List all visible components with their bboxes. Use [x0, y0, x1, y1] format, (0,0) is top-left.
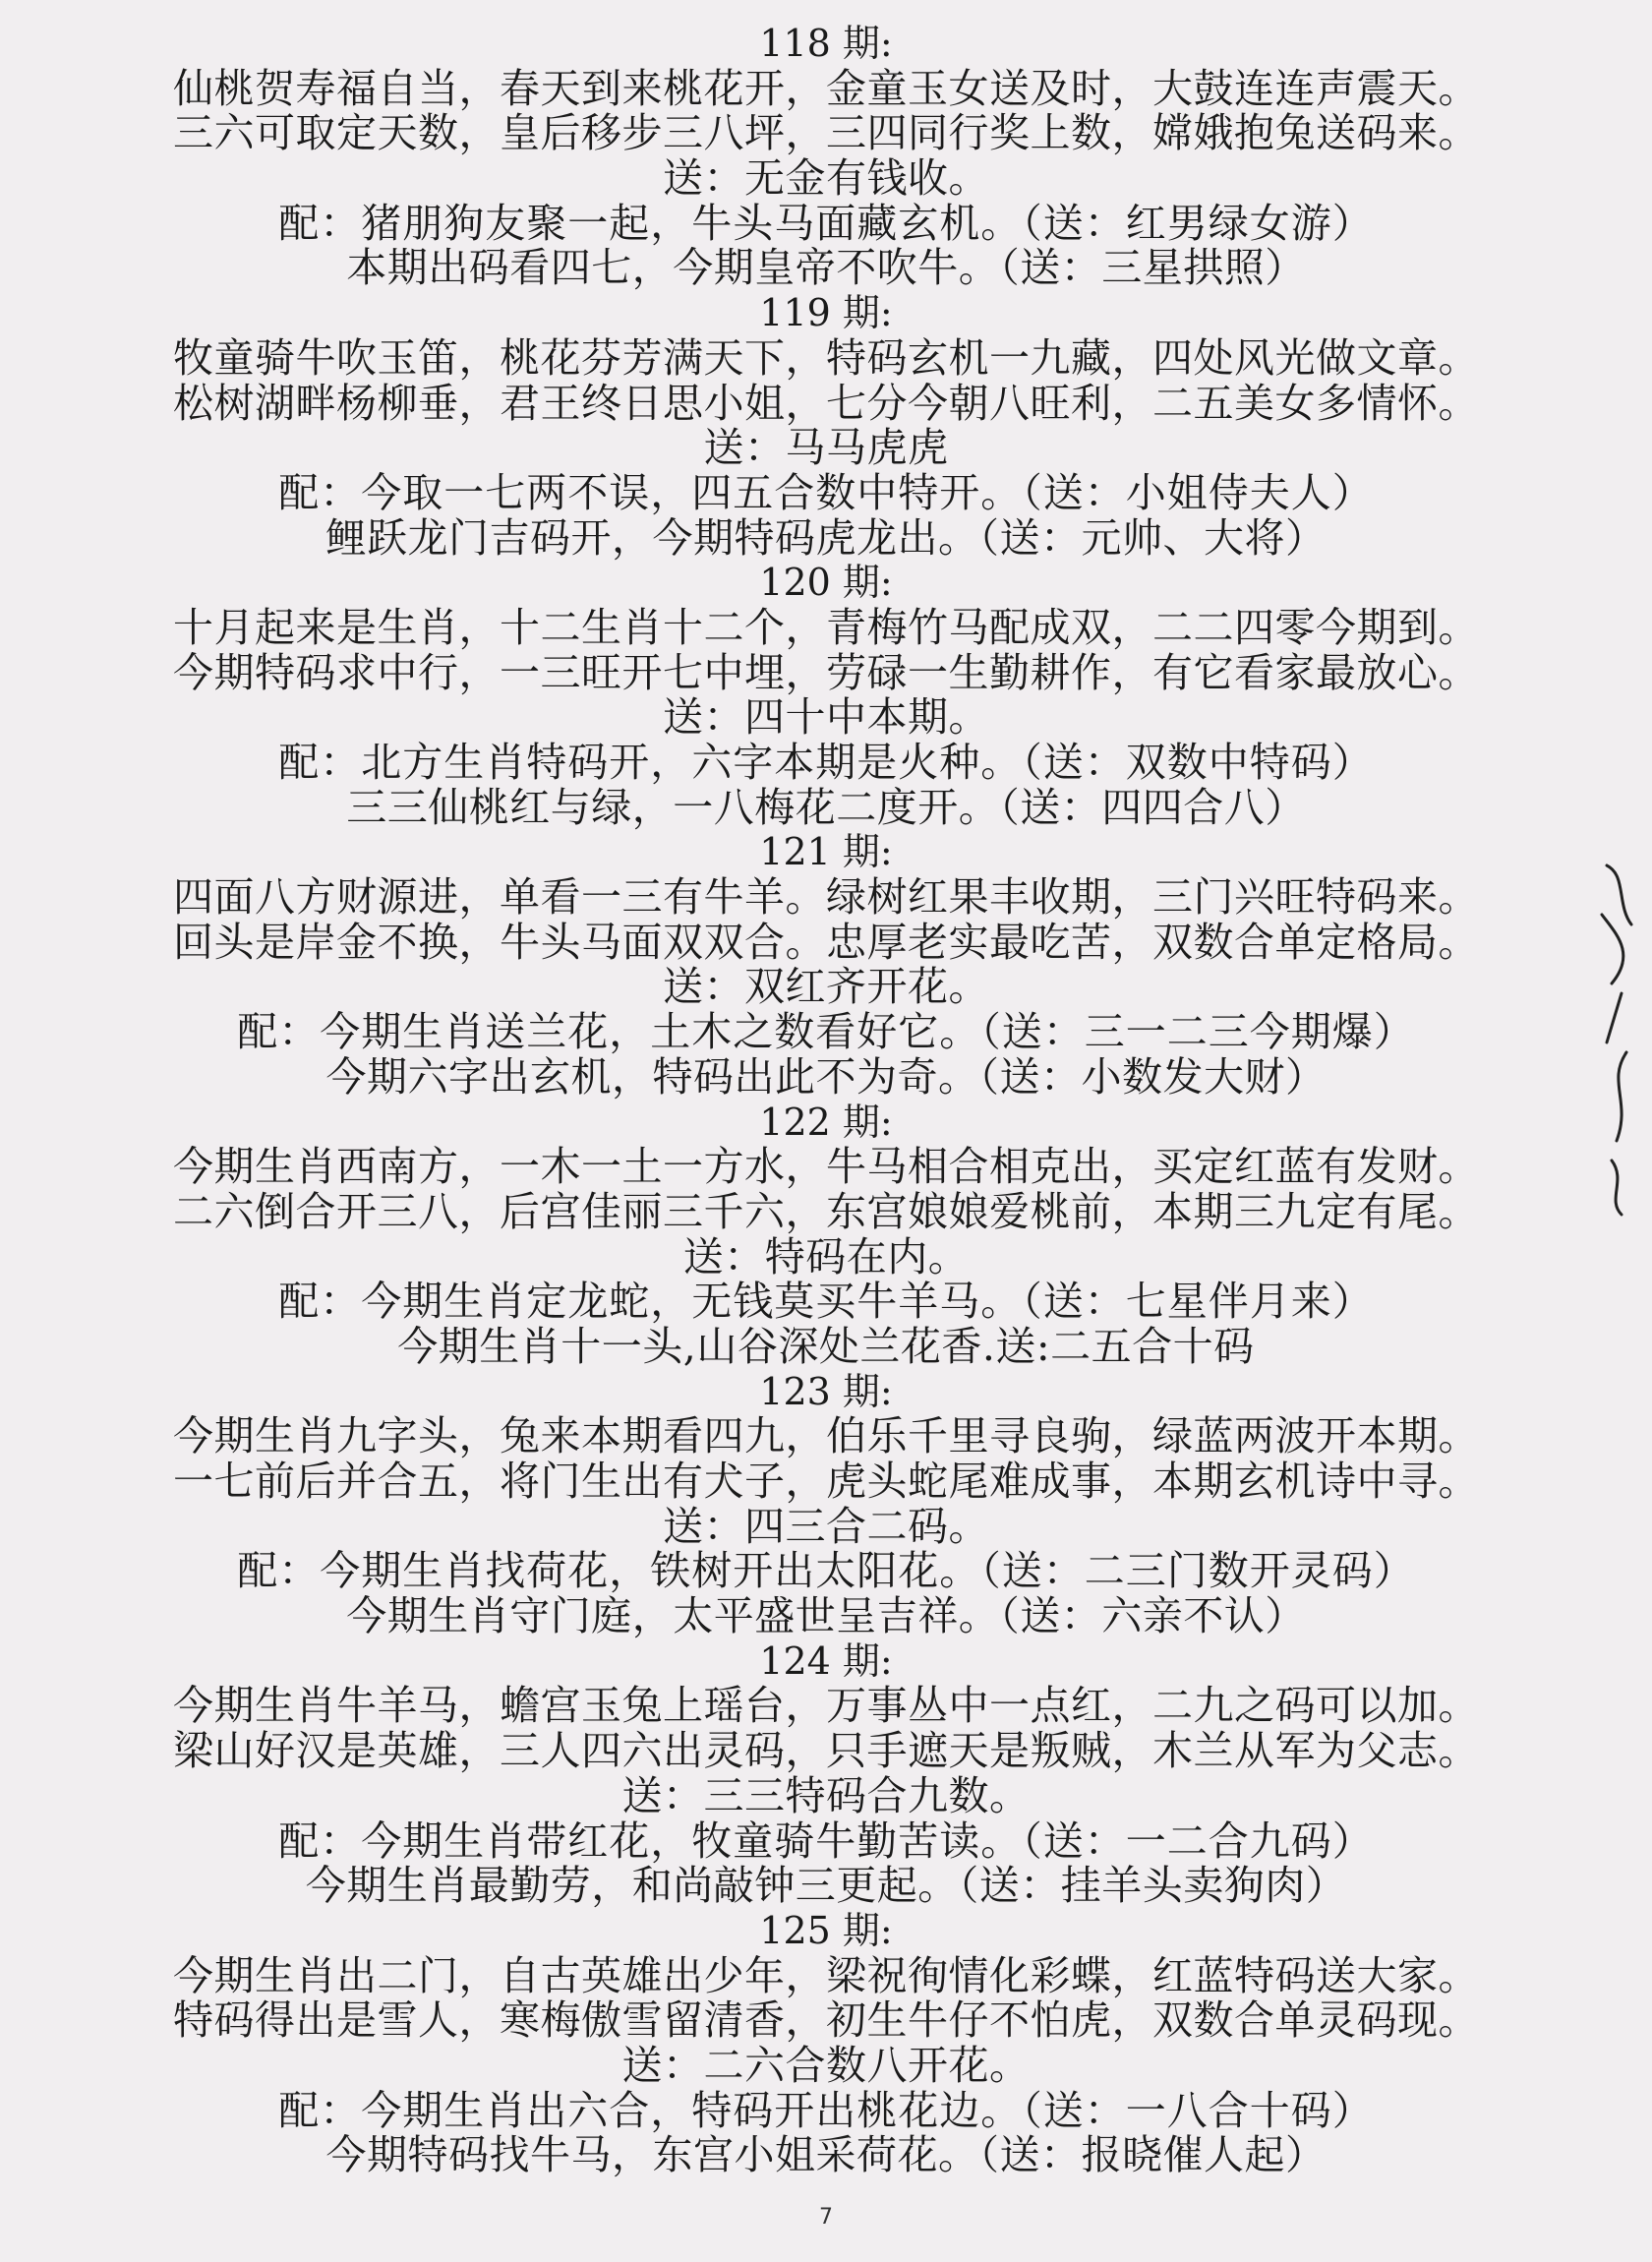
song-line: 送：三三特码合九数。: [621, 1773, 1031, 1819]
poem-line-1: 十月起来是生肖，十二生肖十二个，青梅竹马配成双，二二四零今期到。: [173, 605, 1479, 651]
pei-line-1: 配：今期生肖定龙蛇，无钱莫买牛羊马。（送：七星伴月来）: [278, 1280, 1374, 1325]
song-line: 送：特码在内。: [682, 1234, 970, 1280]
pei-line-2: 三三仙桃红与绿，一八梅花二度开。（送：四四合八）: [346, 785, 1306, 831]
document-page: [0, 22, 1652, 2178]
period-header: 123 期:: [759, 1369, 893, 1413]
pei-line-1: 配：北方生肖特码开，六字本期是火种。（送：双数中特码）: [278, 741, 1374, 786]
poem-line-2: 二六倒合开三八，后宫佳丽三千六，东宫娘娘爱桃前，本期三九定有尾。: [173, 1189, 1479, 1235]
poem-line-2: 回头是岸金不换，牛头马面双双合。忠厚老实最吃苦，双数合单定格局。: [173, 920, 1479, 966]
song-line: 送：二六合数八开花。: [621, 2043, 1031, 2089]
pei-line-1: 配：今取一七两不误，四五合数中特开。（送：小姐侍夫人）: [278, 470, 1374, 516]
pei-line-1: 配：今期生肖找荷花，铁树开出太阳花。（送：二三门数开灵码）: [237, 1549, 1415, 1595]
handwritten-margin-mark: [1587, 846, 1646, 1220]
poem-line-2: 梁山好汉是英雄，三人四六出灵码，只手遮天是叛贼，木兰从军为父志。: [173, 1729, 1479, 1774]
poem-line-1: 四面八方财源进，单看一三有牛羊。绿树红果丰收期，三门兴旺特码来。: [173, 875, 1479, 921]
pei-line-1: 配：猪朋狗友聚一起，牛头马面藏玄机。（送：红男绿女游）: [278, 201, 1374, 247]
page-number: 7: [819, 2205, 833, 2230]
poem-line-2: 松树湖畔杨柳垂，君王终日思小姐，七分今朝八旺利，二五美女多情怀。: [173, 381, 1479, 427]
pei-line-1: 配：今期生肖送兰花，土木之数看好它。（送：三一二三今期爆）: [237, 1010, 1415, 1055]
poem-line-1: 今期生肖出二门，自古英雄出少年，梁祝徇情化彩蝶，红蓝特码送大家。: [173, 1953, 1479, 1999]
pei-line-2: 本期出码看四七，今期皇帝不吹牛。（送：三星拱照）: [346, 246, 1306, 292]
period-header: 125 期:: [759, 1908, 893, 1952]
period-block: [0, 1101, 1652, 1370]
song-line: 送：马马虎虎: [703, 426, 949, 471]
period-block: [0, 1639, 1652, 1909]
pei-line-2: 今期特码找牛马，东宫小姐采荷花。（送：报晓催人起）: [325, 2133, 1327, 2178]
pei-line-2: 今期生肖守门庭，太平盛世呈吉祥。（送：六亲不认）: [346, 1594, 1306, 1639]
poem-line-2: 今期特码求中行，一三旺开七中埋，劳碌一生勤耕作，有它看家最放心。: [173, 650, 1479, 696]
poem-line-2: 一七前后并合五，将门生出有犬子，虎头蛇尾难成事，本期玄机诗中寻。: [173, 1459, 1479, 1505]
poem-line-1: 今期生肖九字头，兔来本期看四九，伯乐千里寻良驹，绿蓝两波开本期。: [173, 1414, 1479, 1459]
period-block: [0, 830, 1652, 1100]
period-header: 122 期:: [759, 1100, 893, 1144]
song-line: 送：四十中本期。: [663, 695, 989, 741]
song-line: 送：双红齐开花。: [663, 965, 989, 1011]
period-header: 124 期:: [759, 1638, 893, 1683]
poem-line-1: 今期生肖牛羊马，蟾宫玉兔上瑶台，万事丛中一点红，二九之码可以加。: [173, 1684, 1479, 1730]
period-block: [0, 291, 1652, 561]
pei-line-1: 配：今期生肖出六合，特码开出桃花边。（送：一八合十码）: [278, 2088, 1374, 2134]
period-header: 119 期:: [759, 291, 893, 335]
song-line: 送：无金有钱收。: [663, 156, 989, 202]
poem-line-1: 牧童骑牛吹玉笛，桃花芬芳满天下，特码玄机一九藏，四处风光做文章。: [173, 335, 1479, 382]
pei-line-1: 配：今期生肖带红花，牧童骑牛勤苦读。（送：一二合九码）: [278, 1818, 1374, 1865]
poem-line-1: 今期生肖西南方，一木一土一方水，牛马相合相克出，买定红蓝有发财。: [173, 1145, 1479, 1190]
pei-line-2: 今期六字出玄机，特码出此不为奇。（送：小数发大财）: [325, 1054, 1327, 1101]
period-header: 121 期:: [759, 830, 893, 874]
poem-line-1: 仙桃贺寿福自当，春天到来桃花开，金童玉女送及时，大鼓连连声震天。: [173, 66, 1479, 112]
period-block: [0, 1370, 1652, 1639]
period-block: [0, 22, 1652, 291]
period-header: 120 期:: [759, 561, 893, 605]
poem-line-2: 特码得出是雪人，寒梅傲雪留清香，初生牛仔不怕虎，双数合单灵码现。: [173, 1998, 1479, 2044]
song-line: 送：四三合二码。: [663, 1504, 989, 1550]
pei-line-2: 今期生肖十一头,山谷深处兰花香.送:二五合十码: [397, 1324, 1255, 1370]
period-block: [0, 561, 1652, 830]
pei-line-2: 鲤跃龙门吉码开，今期特码虎龙出。（送：元帅、大将）: [325, 515, 1327, 562]
poem-line-2: 三六可取定天数，皇后移步三八坪，三四同行奖上数，嫦娥抱兔送码来。: [173, 111, 1479, 157]
pei-line-2: 今期生肖最勤劳，和尚敲钟三更起。（送：挂羊头卖狗肉）: [305, 1864, 1347, 1909]
period-header: 118 期:: [759, 22, 893, 65]
period-block: [0, 1909, 1652, 2178]
